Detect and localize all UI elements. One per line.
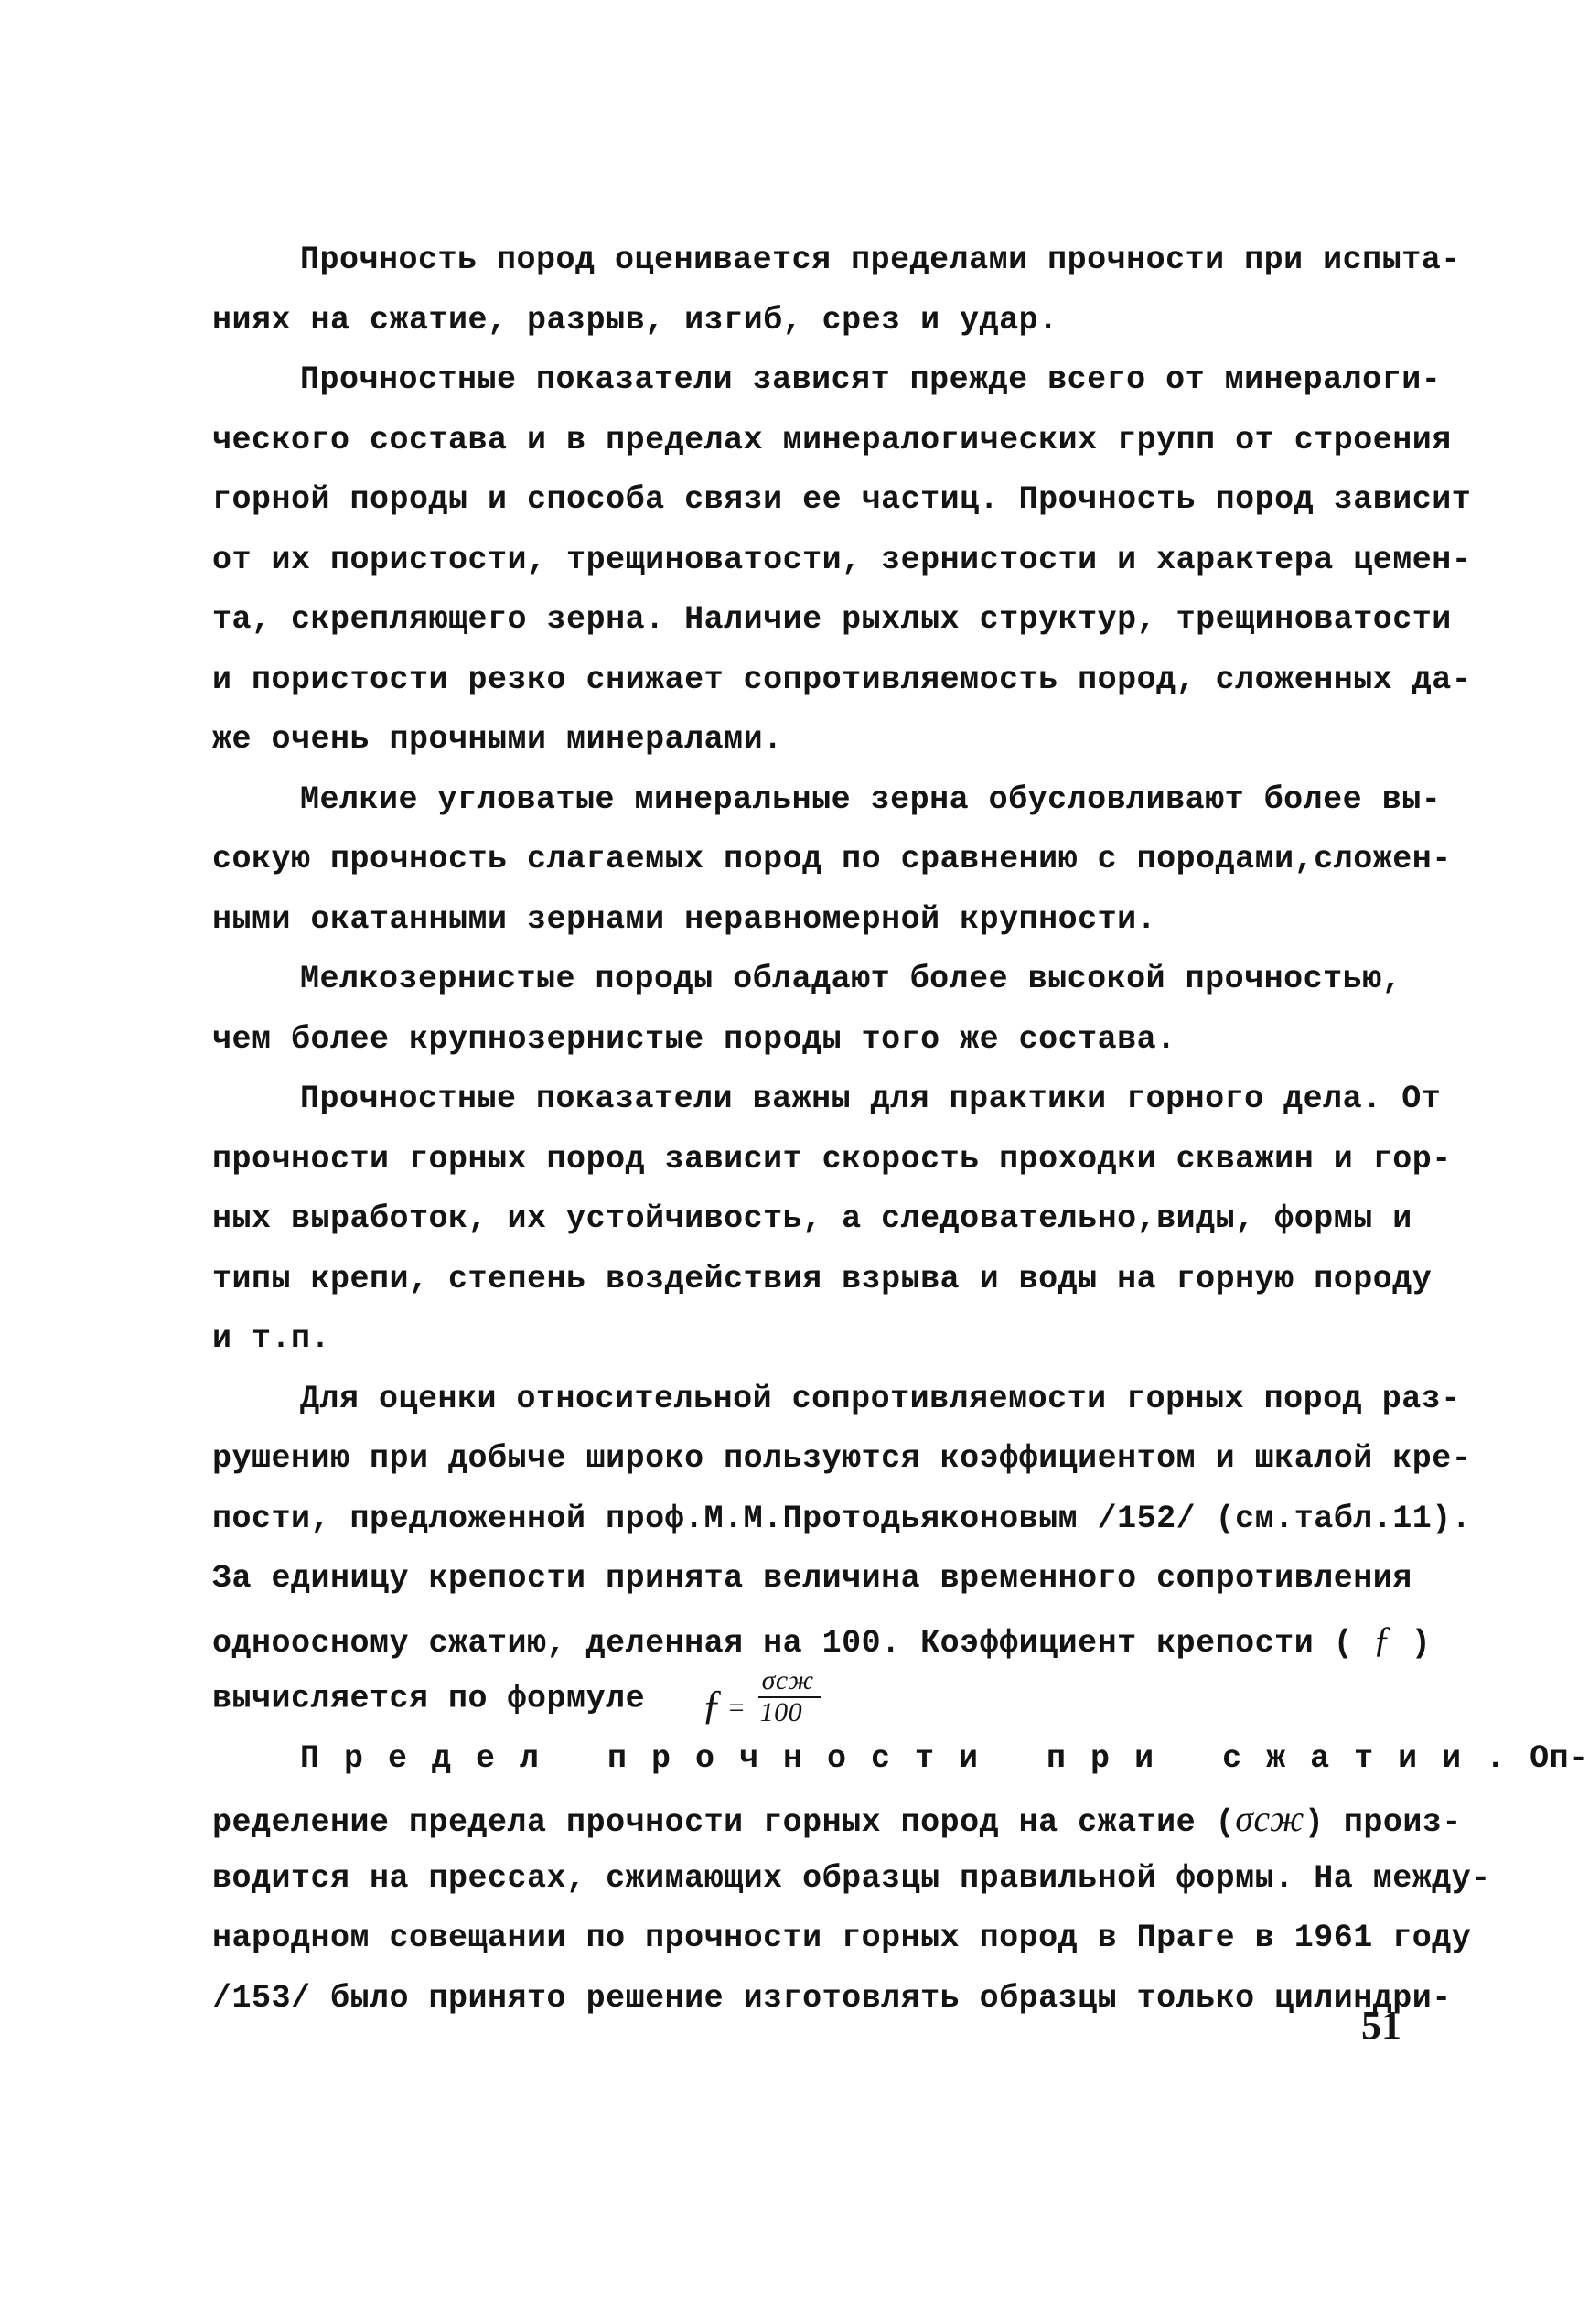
paragraph-line: народном совещании по прочности горных пород в Праге в 1961 году: [212, 1920, 1472, 1956]
line-text: Оп-: [1530, 1739, 1589, 1777]
paragraph-line: [212, 1609, 1432, 1670]
paragraph-line: и т.п.: [212, 1320, 331, 1357]
paragraph-line: Для оценки относительной сопротивляемости горных пород раз-: [300, 1380, 1461, 1417]
paragraph-line: ными окатанными зернами неравномерной крупности.: [212, 900, 1157, 938]
paragraph-line: горной породы и способа связи ее частиц. Прочность пород зависит: [212, 481, 1472, 518]
f-symbol-inline: ƒ: [1372, 1618, 1392, 1660]
strength-formula: [701, 1665, 866, 1727]
line-text: ): [1411, 1624, 1432, 1662]
paragraph-line: /153/ было принято решение изготовлять образцы только цилиндри-: [212, 1979, 1452, 2017]
formula-f: ƒ: [701, 1681, 724, 1727]
paragraph-line: Мелкие угловатые минеральные зерна обусловливают более вы-: [300, 780, 1442, 818]
section-heading: Предел прочности при сжатии.: [300, 1739, 1530, 1777]
paragraph-line: чем более крупнозернистые породы того же состава.: [212, 1020, 1176, 1058]
formula-equals: =: [728, 1693, 746, 1723]
paragraph-line: же очень прочными минералами.: [212, 721, 783, 758]
paragraph-line: Прочностные показатели важны для практики горного дела. От: [300, 1081, 1442, 1117]
body-text: [212, 231, 1589, 2028]
line-text: ) произ-: [1304, 1804, 1462, 1841]
paragraph-line: За единицу крепости принята величина временного сопротивления: [212, 1560, 1412, 1597]
paragraph-line: ниях на сжатие, разрыв, изгиб, срез и удар.: [212, 301, 1058, 339]
formula-denominator: 100: [759, 1697, 803, 1727]
paragraph-line: типы крепи, степень воздействия взрыва и воды на горную породу: [212, 1260, 1433, 1297]
paragraph-line: Прочностные показатели зависят прежде всего от минералоги-: [300, 361, 1442, 398]
sigma-symbol-inline: σсж: [1235, 1798, 1304, 1839]
paragraph-line: Прочность пород оценивается пределами прочности при испыта-: [300, 242, 1461, 278]
formula-numerator: σсж: [758, 1665, 821, 1698]
paragraph-line: [212, 1789, 1462, 1849]
line-text: ределение предела прочности горных пород на сжатие (: [212, 1804, 1236, 1841]
paragraph-line: рушению при добыче широко пользуются коэффициентом и шкалой кре-: [212, 1440, 1472, 1477]
paragraph-line: сокую прочность слагаемых пород по сравнению с породами,сложен-: [212, 841, 1452, 877]
line-text: одноосному сжатию, деленная на 100. Коэффициент крепости (: [212, 1624, 1354, 1662]
paragraph-line: [212, 1729, 1589, 1790]
paragraph-line: и пористости резко снижает сопротивляемость пород, сложенных да-: [212, 661, 1472, 698]
paragraph-line: пости, предложенной проф.М.М.Протодьяконовым /152/ (см.табл.11).: [212, 1500, 1472, 1537]
line-text: вычисляется по формуле: [212, 1680, 646, 1717]
paragraph-line: та, скрепляющего зерна. Наличие рыхлых структур, трещиноватости: [212, 601, 1452, 638]
paragraph-line: [212, 1665, 1401, 1729]
paragraph-line: ческого состава и в пределах минералогических групп от строения: [212, 421, 1452, 458]
paragraph-line: Мелкозернистые породы обладают более высокой прочностью,: [300, 961, 1402, 997]
paragraph-line: ных выработок, их устойчивость, а следовательно,виды, формы и: [212, 1200, 1412, 1237]
paragraph-line: водится на прессах, сжимающих образцы правильной формы. На между-: [212, 1859, 1491, 1897]
paragraph-line: от их пористости, трещиноватости, зернистости и характера цемен-: [212, 541, 1472, 578]
page-number: 51: [1361, 2003, 1401, 2048]
paragraph-line: прочности горных пород зависит скорость проходки скважин и гор-: [212, 1140, 1452, 1178]
